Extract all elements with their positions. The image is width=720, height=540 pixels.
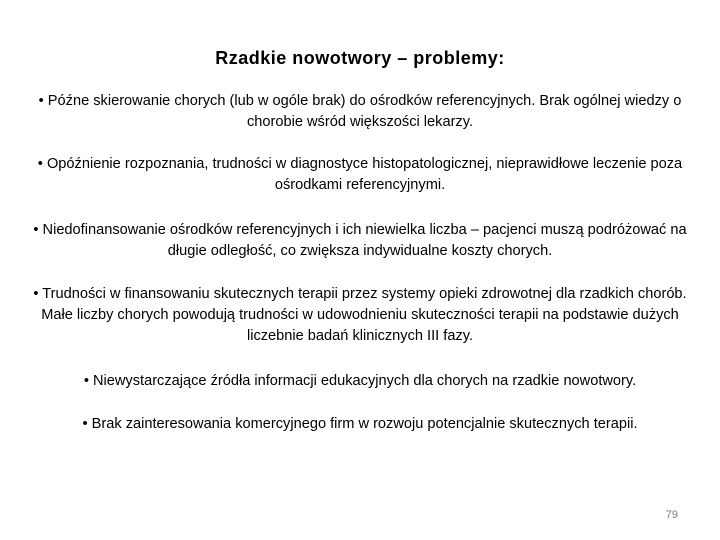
bullet-item-insufficient-information: • Niewystarczające źródła informacji edukacyjnych dla chorych na rzadkie nowotwory. [83, 373, 637, 389]
bullet-item-financing-difficulties: • Trudności w finansowaniu skutecznych terapii przez systemy opieki zdrowotnej dla rzadkich chorób. Małe liczby chorych powodują trudności w udowodnieniu skuteczności terapii na podstawie dużych liczebnie badań klinicznych III fazy. [33, 286, 687, 344]
bullet-item-lack-of-commercial-interest: • Brak zainteresowania komercyjnego firm w rozwoju potencjalnie skutecznych terapii. [82, 416, 638, 432]
bullet-item-delayed-diagnosis: • Opóźnienie rozpoznania, trudności w diagnostyce histopatologicznej, nieprawidłowe leczenie poza ośrodkami referencyjnymi. [37, 156, 683, 193]
bullet-item-late-referral: • Późne skierowanie chorych (lub w ogóle brak) do ośrodków referencyjnych. Brak ogólnej wiedzy o chorobie wśród większości lekarzy. [38, 93, 682, 130]
slide-title: Rzadkie nowotwory – problemy: [215, 48, 505, 68]
bullet-item-underfunding: • Niedofinansowanie ośrodków referencyjnych i ich niewielka liczba – pacjenci muszą podróżować na długie odległość, co zwiększa indywidualne koszty chorych. [33, 222, 687, 259]
page-number: 79 [665, 509, 678, 521]
